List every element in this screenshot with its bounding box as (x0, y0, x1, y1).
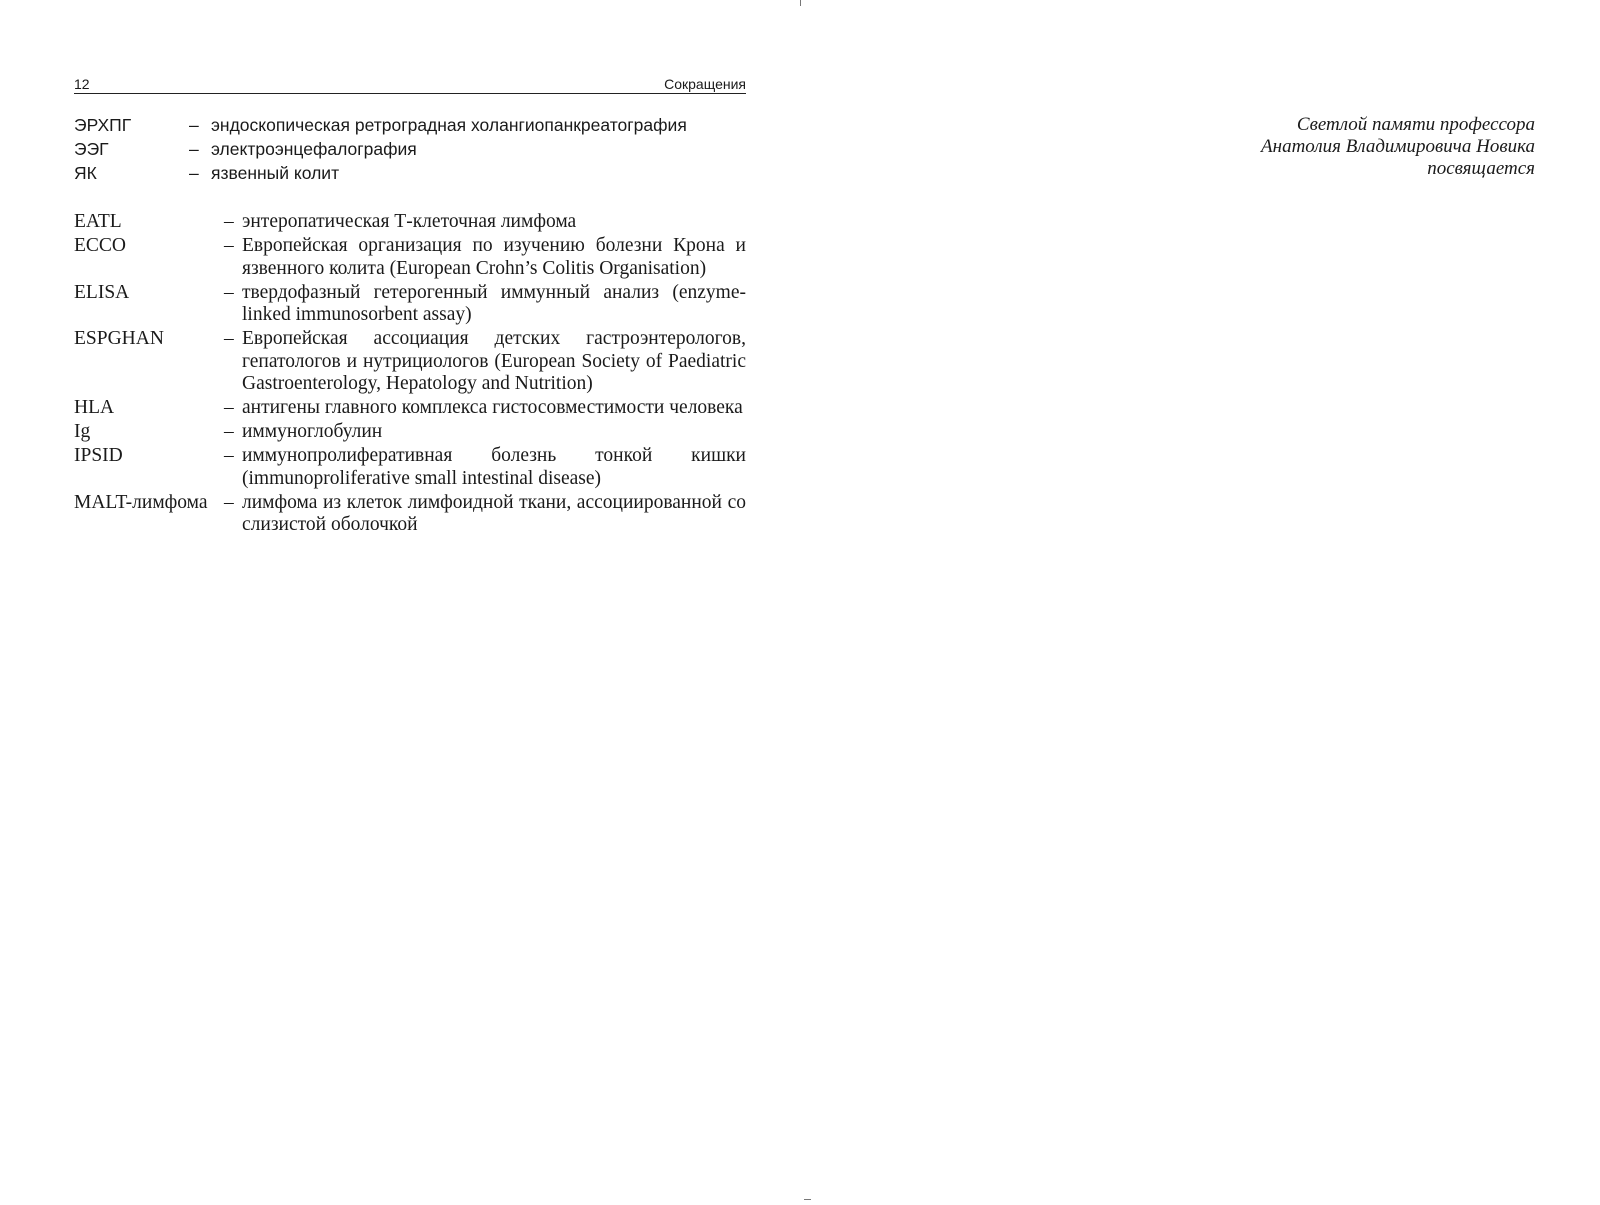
abbreviation-dash: – (224, 491, 234, 513)
abbreviation-definition: Европейская ассоциация детских гастроэнтерологов, гепатологов и нутрициологов (European Society of Paediatric Gastroenterology, Hepatology and Nutrition) (242, 328, 746, 394)
dedication-line: Анатолия Владимировича Новика (1261, 136, 1535, 157)
abbreviation-term: ESPGHAN (74, 328, 164, 349)
running-header (74, 76, 746, 94)
page-number: 12 (74, 76, 90, 92)
abbreviation-definition: твердофазный гетерогенный иммунный анализ (enzyme-linked immunosorbent assay) (242, 281, 746, 325)
abbreviation-definition: язвенный колит (211, 163, 340, 183)
abbreviation-dash: – (224, 421, 234, 442)
abbreviation-dash: – (189, 115, 199, 135)
abbreviation-dash: – (224, 281, 234, 303)
abbreviation-dash: – (224, 328, 234, 349)
abbreviation-definition: иммунопролиферативная болезнь тонкой кишки (immunoproliferative small intestinal disease) (242, 445, 746, 489)
abbreviation-term: MALT-лимфома (74, 491, 208, 513)
dedication (1115, 114, 1535, 180)
left-page (74, 76, 746, 538)
abbreviation-term: EATL (74, 211, 122, 232)
dedication-line: Светлой памяти профессора (1296, 114, 1535, 135)
abbreviation-definition: лимфома из клеток лимфоидной ткани, ассоциированной со слизистой оболочкой (242, 491, 746, 535)
scan-speck (800, 0, 801, 6)
abbreviation-entry (74, 282, 746, 327)
abbreviation-definition: энтеропатическая Т-клеточная лимфома (242, 211, 577, 232)
abbreviation-dash: – (224, 211, 234, 232)
abbreviation-term: Ig (74, 421, 91, 442)
abbreviation-entry (74, 211, 746, 234)
abbreviation-entry (74, 397, 746, 420)
abbreviation-dash: – (224, 445, 234, 466)
abbreviation-entry (74, 113, 746, 137)
abbreviation-dash: – (224, 397, 234, 418)
section-title: Сокращения (664, 76, 746, 92)
russian-abbreviation-list (74, 113, 746, 185)
abbreviation-definition: антигены главного комплекса гистосовместимости человека (242, 397, 743, 418)
abbreviation-entry (74, 328, 746, 396)
abbreviation-definition: Европейская организация по изучению болезни Крона и язвенного колита (European Crohn’s Colitis Organisation) (242, 235, 746, 279)
abbreviation-term: ELISA (74, 281, 130, 303)
abbreviation-dash: – (189, 139, 199, 159)
abbreviation-entry (74, 421, 746, 444)
abbreviation-dash: – (224, 235, 234, 256)
abbreviation-entry (74, 137, 746, 161)
abbreviation-term: ЯК (74, 163, 97, 183)
abbreviation-term: ЭЭГ (74, 139, 109, 159)
abbreviation-entry (74, 235, 746, 280)
abbreviation-definition: эндоскопическая ретроградная холангиопанкреатография (211, 115, 687, 135)
abbreviation-dash: – (189, 163, 199, 183)
abbreviation-term: ECCO (74, 235, 127, 256)
abbreviation-term: IPSID (74, 445, 123, 466)
abbreviation-entry (74, 492, 746, 537)
abbreviation-term: HLA (74, 397, 115, 418)
abbreviation-definition: электроэнцефалография (211, 139, 417, 159)
abbreviation-entry (74, 445, 746, 490)
abbreviation-term: ЭРХПГ (74, 115, 132, 135)
dedication-line: посвящается (1427, 158, 1535, 179)
latin-abbreviation-list (74, 211, 746, 537)
abbreviation-definition: иммуноглобулин (242, 421, 383, 442)
scan-speck (804, 1199, 811, 1200)
abbreviation-entry (74, 161, 746, 185)
